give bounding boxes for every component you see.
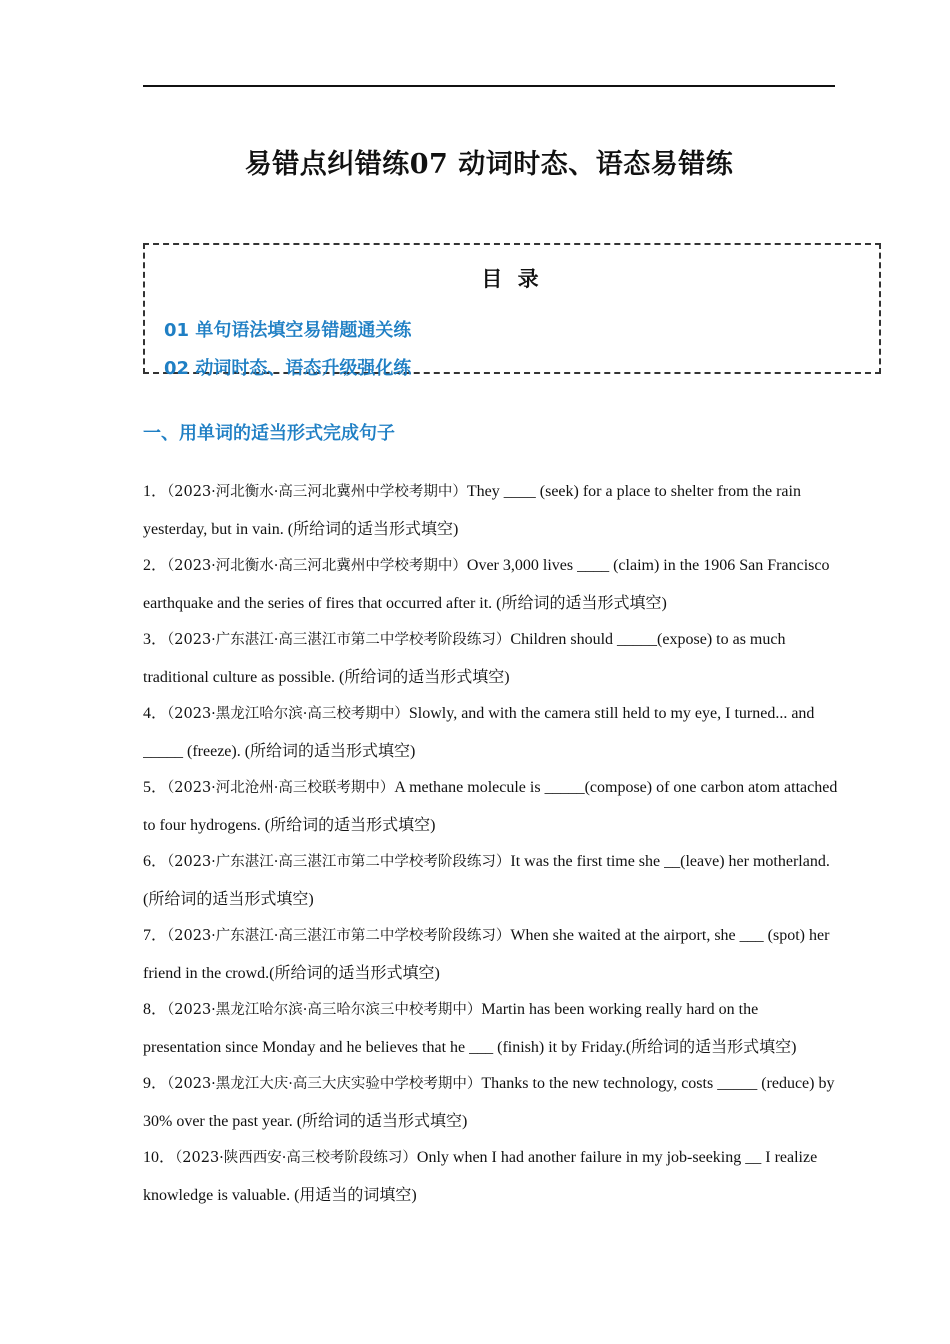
question-item: [143, 1139, 838, 1215]
question-text: Over 3,000 lives ____ (claim) in the 1906 San Francisco earthquake and the series of fires that occurred after it. (所给词的适当形式填空): [143, 557, 830, 612]
question-list: [143, 473, 838, 1213]
toc-item-01[interactable]: 01 单句语法填空易错题通关练: [164, 320, 412, 341]
header-rule: [143, 85, 835, 87]
question-source: （2023·河北衡水·高三河北冀州中学校考期中）: [167, 558, 467, 574]
question-item: [143, 473, 838, 549]
section-heading: 一、用单词的适当形式完成句子: [143, 423, 395, 444]
question-number: 6．: [143, 853, 168, 870]
question-text: Thanks to the new technology, costs _____ (reduce) by 30% over the past year. (所给词的适当形式填空): [143, 1075, 835, 1130]
question-item: [143, 991, 838, 1067]
question-number: 9．: [143, 1075, 168, 1092]
question-text: Slowly, and with the camera still held to my eye, I turned... and _____ (freeze). (所给词的适当形式填空): [143, 705, 815, 760]
question-item: [143, 1065, 838, 1141]
question-item: [143, 695, 838, 771]
question-source: （2023·广东湛江·高三湛江市第二中学校考阶段练习）: [167, 928, 511, 944]
question-source: （2023·广东湛江·高三湛江市第二中学校考阶段练习）: [167, 854, 511, 870]
question-number: 8．: [143, 1001, 168, 1018]
question-text: Martin has been working really hard on the presentation since Monday and he believes that he ___ (finish) it by Friday.(所给词的适当形式填空): [143, 1001, 797, 1056]
toc-item-02[interactable]: 02 动词时态、语态升级强化练: [164, 358, 412, 379]
question-source: （2023·黑龙江哈尔滨·高三校考期中）: [167, 706, 409, 722]
question-source: （2023·广东湛江·高三湛江市第二中学校考阶段练习）: [167, 632, 511, 648]
question-item: [143, 843, 838, 919]
question-text: Only when I had another failure in my job-seeking __ I realize knowledge is valuable. (用适当的词填空): [143, 1149, 818, 1204]
table-of-contents: [143, 243, 881, 379]
toc-heading: 目 录: [481, 267, 543, 291]
question-item: [143, 621, 838, 697]
question-number: 10．: [143, 1149, 176, 1166]
question-number: 3．: [143, 631, 168, 648]
question-number: 7．: [143, 927, 168, 944]
document-title: 易错点纠错练07 动词时态、语态易错练: [244, 149, 734, 180]
question-text: Children should _____(expose) to as much traditional culture as possible. (所给词的适当形式填空): [143, 631, 786, 686]
question-item: [143, 769, 838, 845]
question-text: It was the first time she __(leave) her motherland. (所给词的适当形式填空): [143, 853, 830, 908]
question-item: [143, 547, 838, 623]
question-number: 4．: [143, 705, 168, 722]
question-source: （2023·黑龙江哈尔滨·高三哈尔滨三中校考期中）: [167, 1002, 482, 1018]
question-text: A methane molecule is _____(compose) of one carbon atom attached to four hydrogens. (所给词的适当形式填空): [143, 779, 838, 834]
question-number: 5．: [143, 779, 168, 796]
question-source: （2023·黑龙江大庆·高三大庆实验中学校考期中）: [167, 1076, 482, 1092]
question-source: （2023·河北衡水·高三河北冀州中学校考期中）: [167, 484, 467, 500]
question-number: 1．: [143, 483, 168, 500]
question-item: [143, 917, 838, 993]
question-source: （2023·河北沧州·高三校联考期中）: [167, 780, 395, 796]
question-text: When she waited at the airport, she ___ (spot) her friend in the crowd.(所给词的适当形式填空): [143, 927, 830, 982]
question-number: 2．: [143, 557, 168, 574]
question-text: They ____ (seek) for a place to shelter from the rain yesterday, but in vain. (所给词的适当形式填空): [143, 483, 801, 538]
question-source: （2023·陕西西安·高三校考阶段练习）: [175, 1150, 417, 1166]
